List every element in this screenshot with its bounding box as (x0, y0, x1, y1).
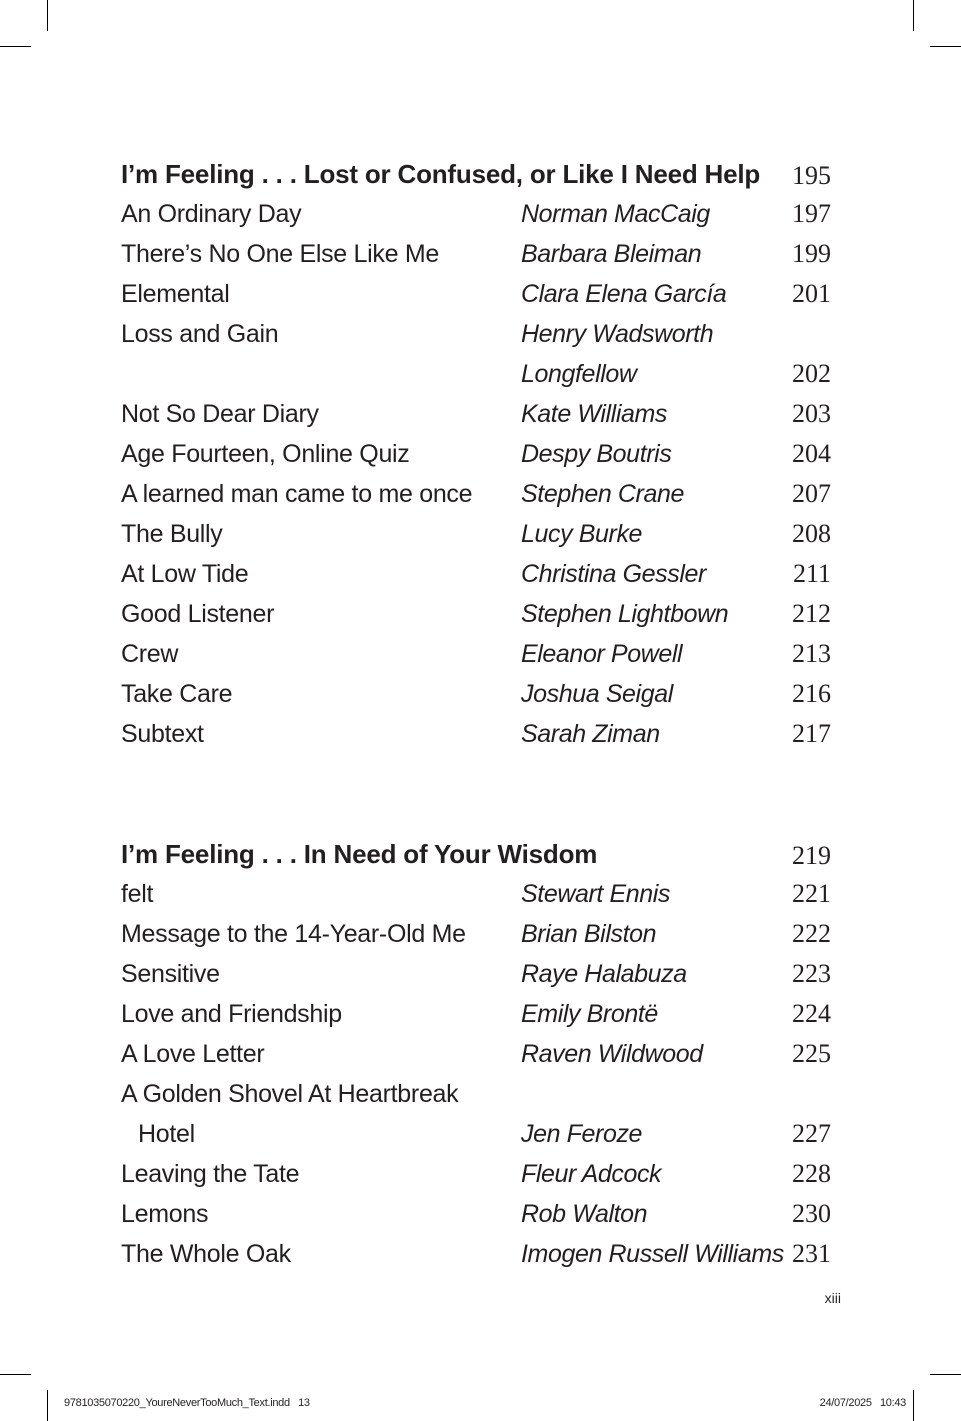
page-folio: xiii (824, 1290, 841, 1306)
entry-page: 208 (792, 519, 831, 548)
entry-author: Longfellow (521, 360, 637, 388)
entry-title: Hotel (138, 1120, 195, 1148)
entry-author: Raven Wildwood (521, 1040, 703, 1068)
entry-author: Norman MacCaig (521, 200, 710, 228)
entry-page: 199 (792, 239, 831, 268)
entry-title: A learned man came to me once (121, 480, 473, 508)
entry-title: A Love Letter (121, 1040, 265, 1068)
section-heading-title: I’m Feeling . . . In Need of Your Wisdom (121, 839, 598, 869)
entry-author: Eleanor Powell (521, 640, 683, 668)
toc-entry[interactable] (121, 554, 831, 594)
toc-entry[interactable] (121, 1074, 831, 1114)
toc-entry[interactable] (121, 1234, 831, 1274)
crop-mark (47, 1390, 48, 1421)
entry-author: Imogen Russell Williams (521, 1240, 784, 1268)
entry-author: Stephen Lightbown (521, 600, 729, 628)
toc-entry[interactable] (121, 674, 831, 714)
entry-title: An Ordinary Day (121, 200, 302, 228)
toc-entry[interactable] (121, 394, 831, 434)
entry-page: 212 (792, 599, 831, 628)
entry-author: Christina Gessler (521, 560, 706, 588)
toc-entry[interactable] (121, 874, 831, 914)
entry-title: felt (121, 880, 154, 908)
toc-entry[interactable] (121, 1154, 831, 1194)
entry-title: Subtext (121, 720, 204, 748)
entry-title: Loss and Gain (121, 320, 279, 348)
entry-title: The Bully (121, 520, 223, 548)
entry-page: 222 (792, 919, 831, 948)
entry-page: 197 (792, 199, 831, 228)
toc-entry[interactable] (121, 474, 831, 514)
entry-title: Crew (121, 640, 179, 668)
entry-title: Take Care (121, 680, 233, 708)
entry-title: Leaving the Tate (121, 1160, 300, 1188)
entry-author: Rob Walton (521, 1200, 648, 1228)
entry-title: Love and Friendship (121, 1000, 342, 1028)
entry-author: Raye Halabuza (521, 960, 687, 988)
toc-entry[interactable] (121, 234, 831, 274)
slug-filename: 9781035070220_YoureNeverTooMuch_Text.indd 13 (64, 1397, 310, 1409)
toc-entry[interactable] (121, 954, 831, 994)
toc-entry[interactable] (121, 634, 831, 674)
toc-entry[interactable] (121, 594, 831, 634)
section-heading (121, 154, 831, 194)
entry-author: Clara Elena García (521, 280, 727, 308)
entry-title: A Golden Shovel At Heartbreak (121, 1080, 459, 1108)
entry-title: Message to the 14-Year-Old Me (121, 920, 466, 948)
toc-section-in-need-of-wisdom (121, 834, 831, 1274)
crop-mark (913, 1390, 914, 1421)
toc-entry[interactable] (121, 434, 831, 474)
entry-author: Joshua Seigal (521, 680, 673, 708)
entry-author: Fleur Adcock (521, 1160, 662, 1188)
toc-entry[interactable] (121, 314, 831, 354)
entry-title: At Low Tide (121, 560, 249, 588)
toc-entry[interactable] (121, 994, 831, 1034)
section-heading-title: I’m Feeling . . . Lost or Confused, or Like I Need Help (121, 159, 761, 189)
entry-page: 203 (792, 399, 831, 428)
toc-entry[interactable] (121, 914, 831, 954)
toc-entry[interactable] (121, 1034, 831, 1074)
toc-entry-continuation[interactable] (121, 1114, 831, 1154)
entry-title: Not So Dear Diary (121, 400, 319, 428)
entry-page: 211 (792, 559, 831, 588)
crop-mark (47, 0, 48, 31)
entry-page: 221 (792, 879, 831, 908)
entry-page: 201 (792, 279, 831, 308)
entry-page: 230 (792, 1199, 831, 1228)
crop-mark (0, 1374, 31, 1375)
entry-author: Despy Boutris (521, 440, 672, 468)
entry-title: The Whole Oak (121, 1240, 291, 1268)
section-heading (121, 834, 831, 874)
crop-mark (930, 46, 961, 47)
entry-page: 216 (792, 679, 831, 708)
entry-author: Lucy Burke (521, 520, 643, 548)
entry-title: Lemons (121, 1200, 209, 1228)
entry-author: Brian Bilston (521, 920, 657, 948)
toc-entry[interactable] (121, 514, 831, 554)
entry-page: 224 (792, 999, 831, 1028)
crop-mark (913, 0, 914, 31)
entry-author: Kate Williams (521, 400, 667, 428)
entry-title: Good Listener (121, 600, 275, 628)
entry-title: Age Fourteen, Online Quiz (121, 440, 410, 468)
entry-author: Emily Brontë (521, 1000, 658, 1028)
entry-page: 207 (792, 479, 831, 508)
section-heading-page: 195 (792, 161, 831, 190)
entry-author: Sarah Ziman (521, 720, 660, 748)
toc-entry-continuation[interactable] (121, 354, 831, 394)
toc-entry[interactable] (121, 714, 831, 754)
entry-page: 228 (792, 1159, 831, 1188)
toc-entry[interactable] (121, 194, 831, 234)
entry-page: 202 (792, 359, 831, 388)
entry-page: 213 (792, 639, 831, 668)
entry-title: There’s No One Else Like Me (121, 240, 439, 268)
entry-page: 204 (792, 439, 831, 468)
entry-author: Stewart Ennis (521, 880, 671, 908)
entry-author: Stephen Crane (521, 480, 684, 508)
toc-section-lost-or-confused (121, 154, 831, 754)
toc-entry[interactable] (121, 1194, 831, 1234)
toc-entry[interactable] (121, 274, 831, 314)
entry-title: Sensitive (121, 960, 220, 988)
section-heading-page: 219 (792, 841, 831, 870)
crop-mark (0, 46, 31, 47)
entry-page: 223 (792, 959, 831, 988)
entry-page: 231 (792, 1239, 831, 1268)
crop-mark (930, 1374, 961, 1375)
entry-page: 227 (792, 1119, 831, 1148)
entry-author: Barbara Bleiman (521, 240, 702, 268)
entry-author: Henry Wadsworth (521, 320, 714, 348)
entry-title: Elemental (121, 280, 230, 308)
entry-page: 217 (792, 719, 831, 748)
entry-page: 225 (792, 1039, 831, 1068)
entry-author: Jen Feroze (521, 1120, 643, 1148)
slug-datetime: 24/07/2025 10:43 (819, 1397, 906, 1409)
